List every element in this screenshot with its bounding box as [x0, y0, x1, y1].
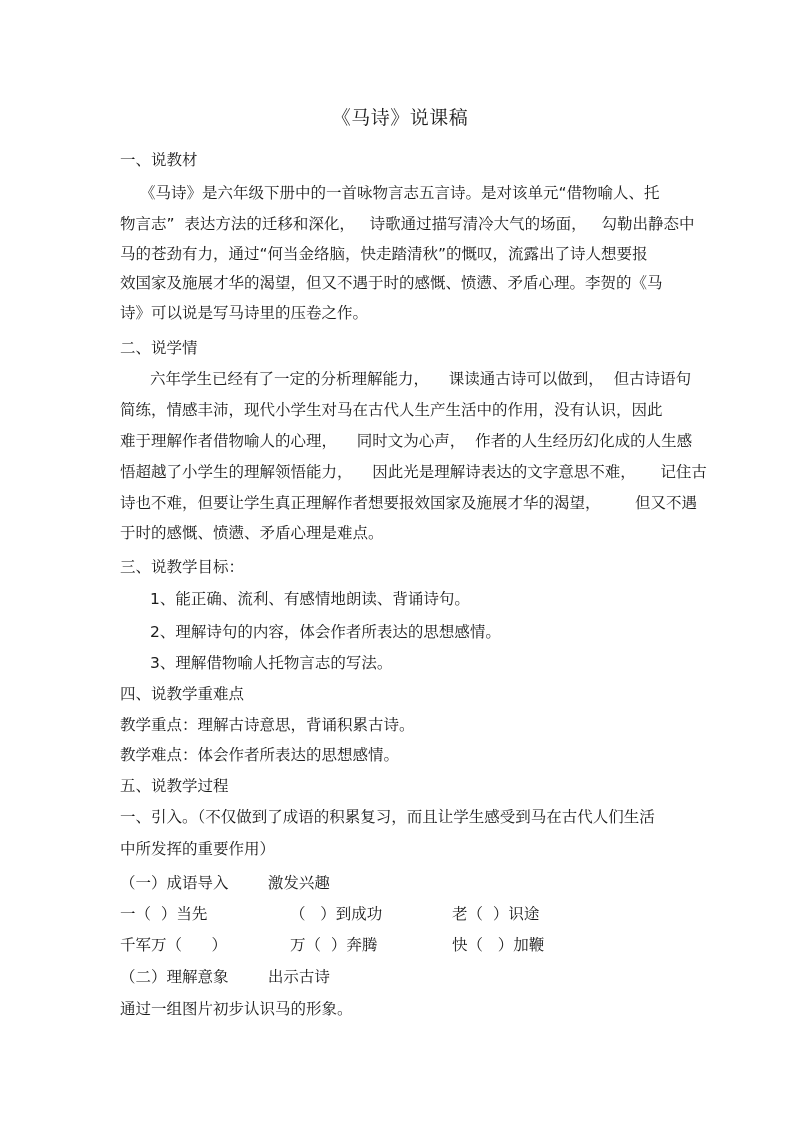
subsection-heading: （一）成语导入 激发兴趣 [120, 874, 330, 892]
section-heading-2: 二、说学情 [120, 339, 198, 357]
paragraph-line: 一、引入。（不仅做到了成语的积累复习，而且让学生感受到马在古代人们生活 [120, 808, 655, 826]
difficulty-line: 教学难点：体会作者所表达的思想感情。 [120, 746, 400, 764]
objective-item: 3、理解借物喻人托物言志的写法。 [150, 654, 393, 672]
idiom-blank: 快（ ）加鞭 [452, 936, 545, 954]
paragraph-line: 马的苍劲有力，通过“何当金络脑，快走踏清秋”的慨叹，流露出了诗人想要报 [120, 245, 648, 263]
subsection-heading: （二）理解意象 出示古诗 [120, 968, 330, 986]
objective-item: 2、理解诗句的内容，体会作者所表达的思想感情。 [150, 623, 501, 641]
idiom-blank: 万（ ）奔腾 [290, 936, 378, 954]
paragraph-line: 诗也不难，但要让学生真正理解作者想要报效国家及施展才华的渴望， 但又不遇 [120, 494, 697, 512]
paragraph-line: 物言志” 表达方法的迁移和深化， 诗歌通过描写清冷大气的场面， 勾勒出静态中 [120, 215, 695, 233]
section-heading-5: 五、说教学过程 [120, 777, 229, 795]
paragraph-line: 通过一组图片初步认识马的形象。 [120, 1000, 353, 1018]
section-heading-3: 三、说教学目标： [120, 558, 245, 576]
page-title: 《马诗》说课稿 [331, 107, 469, 129]
objective-item: 1、能正确、流利、有感情地朗读、背诵诗句。 [150, 590, 470, 608]
paragraph-line: 《马诗》是六年级下册中的一首咏物言志五言诗。是对该单元“借物喻人、托 [140, 184, 660, 202]
section-heading-4: 四、说教学重难点 [120, 685, 245, 703]
paragraph-line: 六年学生已经有了一定的分析理解能力， 课读通古诗可以做到， 但古诗语句 [150, 370, 692, 388]
key-point-line: 教学重点：理解古诗意思，背诵积累古诗。 [120, 716, 415, 734]
paragraph-line: 简练，情感丰沛，现代小学生对马在古代人生产生活中的作用，没有认识，因此 [120, 401, 663, 419]
paragraph-line: 于时的感慨、愤懑、矛盾心理是难点。 [120, 524, 384, 542]
paragraph-line: 难于理解作者借物喻人的心理， 同时文为心声， 作者的人生经历幻化成的人生感 [120, 432, 693, 450]
idiom-blank: 一（ ）当先 [120, 905, 208, 923]
paragraph-line: 效国家及施展才华的渴望，但又不遇于时的感慨、愤懑、矛盾心理。李贺的《马 [120, 274, 663, 292]
idiom-blank: （ ）到成功 [290, 905, 383, 923]
idiom-blank: 老（ ）识途 [452, 905, 540, 923]
paragraph-line: 诗》可以说是写马诗里的压卷之作。 [120, 304, 369, 322]
section-heading-1: 一、说教材 [120, 151, 198, 169]
paragraph-line: 中所发挥的重要作用） [120, 840, 276, 858]
idiom-blank: 千军万（ ） [120, 936, 228, 954]
paragraph-line: 悟超越了小学生的理解领悟能力， 因此光是理解诗表达的文字意思不难， 记住古 [120, 463, 707, 481]
